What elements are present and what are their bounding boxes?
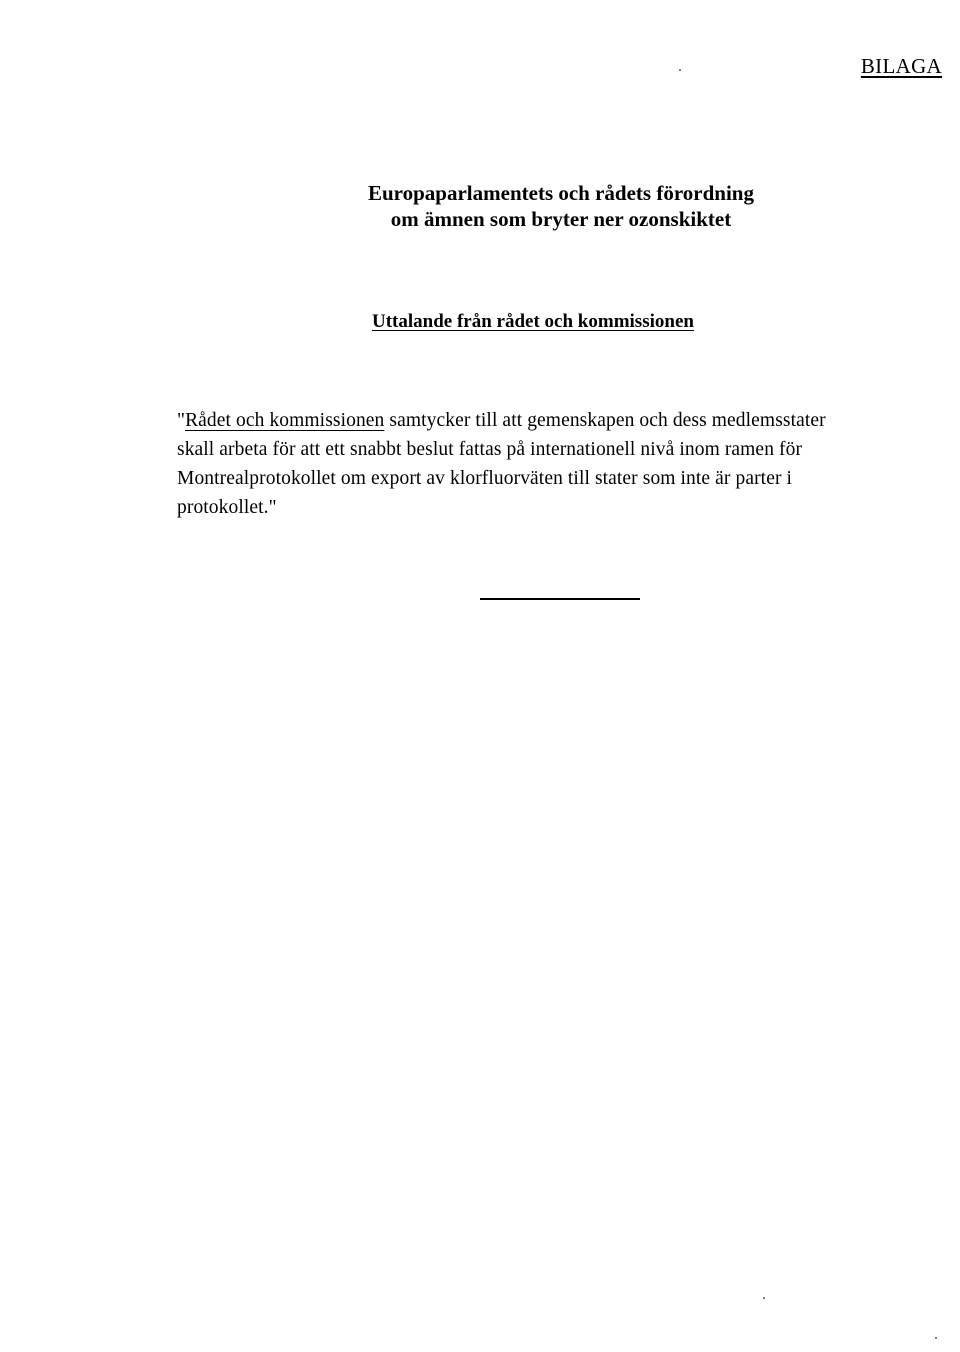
annex-label: BILAGA [860, 54, 942, 78]
statement-heading: Uttalande från rådet och kommissionen [372, 311, 694, 332]
scan-speck [935, 1337, 937, 1339]
end-rule [480, 598, 640, 600]
statement-line-2: skall arbeta för att ett snabbt beslut fattas på internationell nivå inom ramen för [177, 439, 803, 460]
scan-speck [763, 1297, 765, 1299]
statement-line-3: Montrealprotokollet om export av klorfluorväten till stater som inte är parter i [177, 468, 793, 489]
statement-subject: Rådet och kommissionen [185, 410, 385, 431]
quote-open: " [177, 410, 186, 431]
document-title-line-2: om ämnen som bryter ner ozonskiktet [390, 207, 732, 231]
statement-line-4: protokollet." [177, 497, 277, 518]
statement-line-1 [177, 406, 917, 435]
statement-line-1-rest: samtycker till att gemenskapen och dess medlemsstater [384, 410, 826, 431]
document-title-line-1: Europaparlamentets och rådets förordning [368, 181, 754, 205]
document-title [0, 180, 960, 232]
scan-speck [679, 69, 681, 71]
statement-body [177, 406, 917, 522]
